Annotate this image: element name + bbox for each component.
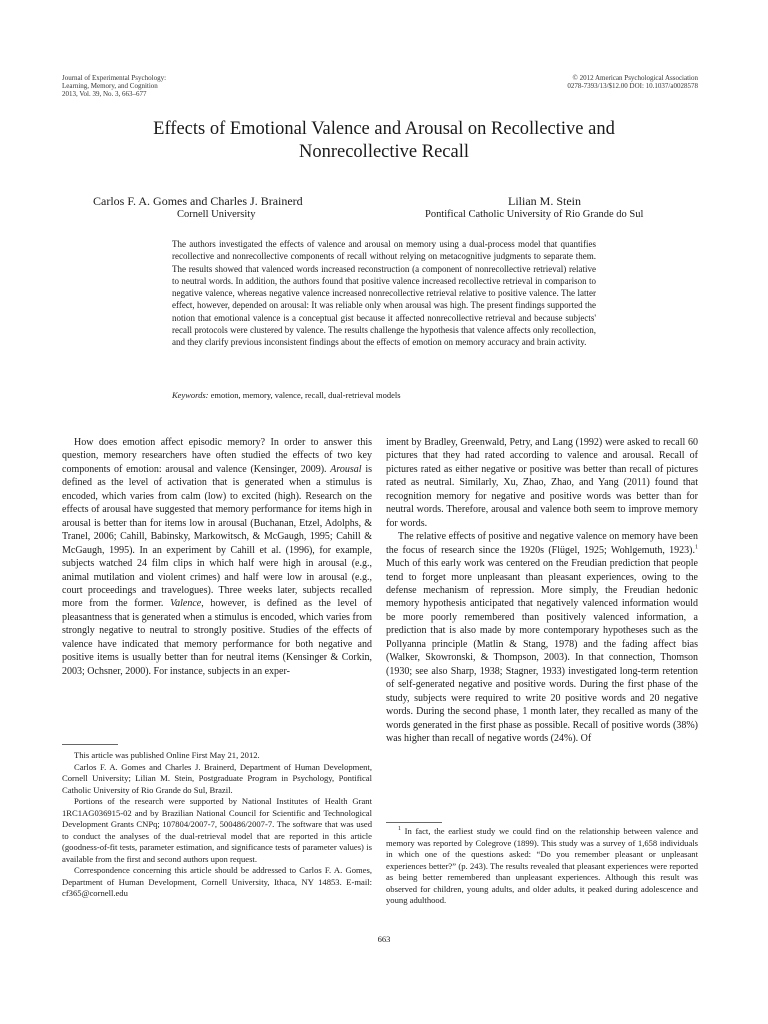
- footnote-marker[interactable]: 1: [695, 544, 698, 551]
- keywords: [172, 390, 596, 401]
- footnote-paragraph: Correspondence concerning this article should be addressed to Carlos F. A. Gomes, Department of Human Development, Cornell University, Ithaca, NY 14853. E-mail: cf365@cornell.edu: [62, 865, 372, 898]
- footnote-1: [386, 826, 698, 907]
- copyright-info: [378, 74, 698, 90]
- author-affiliation: Cornell University: [177, 209, 256, 220]
- footnote-paragraph: This article was published Online First May 21, 2012.: [74, 750, 260, 760]
- journal-line: Journal of Experimental Psychology:: [62, 74, 167, 82]
- body-text: , however, is defined as the level of pleasantness that is generated when a stimulus is encoded, which varies from strongly negative to neutral to strongly positive. Studies of the effects of valence have indicated that memory performance for both negative and positive items is usually better than for neutral items (Kensinger & Corkin, 2003; Ochsner, 2000). For instance, subjects in an exper-: [62, 598, 372, 677]
- title-line: Nonrecollective Recall: [298, 142, 469, 162]
- title-line: Effects of Emotional Valence and Arousal on Recollective and: [153, 119, 615, 139]
- author-note: [62, 750, 372, 900]
- footnote-marker: 1: [398, 826, 401, 833]
- term-valence: Valence: [170, 598, 202, 610]
- footnote-divider: [386, 822, 442, 823]
- body-text: Much of this early work was centered on the Freudian prediction that people tend to forget more unpleasant than pleasant experiences, owing to the defense mechanism of repression. More simply, the Freudian hedonic memory hypothesis anticipated that negatively valenced information would be more poorly remembered than positively valenced information, a prediction that is also made by more contemporary hypotheses such as the Pollyanna principle (Matlin & Stang, 1978) and the fading affect bias (Walker, Skowronski, & Thompson, 2003). In that connection, Thomson (1930; see also Sharp, 1938; Stagner, 1933) investigated long-term retention of self-generated negative and positive words. During the first phase of the study, subjects were required to write 20 positive words and 20 negative words. During the second phase, 1 month later, they recalled as many of the words generated in the first phase as possible. Recall of positive words (38%) was higher than recall of negative words (24%). Of: [386, 558, 698, 744]
- journal-line: Learning, Memory, and Cognition: [62, 82, 158, 90]
- footnote-text: In fact, the earliest study we could find on the relationship between valence and memory was reported by Colegrove (1899). This study was a survey of 1,658 individuals in which one of the questions asked: “Do you remember pleasant or unpleasant experiences better?” (p. 243). The results revealed that pleasant experiences were reported as being better remembered than unpleasant experiences. Although this result was observed for children, young adults, and older adults, it peaked during adolescence and young adulthood.: [386, 826, 698, 905]
- doi-line: 0278-7393/13/$12.00 DOI: 10.1037/a0028578: [567, 82, 698, 90]
- article-title: [60, 118, 708, 164]
- copyright-line: © 2012 American Psychological Association: [572, 74, 698, 82]
- author-name: Lilian M. Stein: [508, 194, 581, 208]
- body-text: The relative effects of positive and negative valence on memory have been the focus of research since the 1920s (Flügel, 1925; Wohlgemuth, 1923).: [386, 531, 698, 556]
- abstract-text: The authors investigated the effects of valence and arousal on memory using a dual-process model that quantifies recollective and nonrecollective components of recall without relying on metacognitive judgments to separate them. The results showed that valenced words increased reconstruction (a component of nonrecollective retrieval) relative to neutral words. In addition, the authors found that positive valence increased recollective retrieval in comparison to negative valence, whereas negative valence increased nonrecollective retrieval relative to positive valence. The latter effect, however, depended on arousal: It was reliable only when arousal was high. The present findings supported the notion that emotional valence is a conceptual gist because it affected nonrecollective retrieval and because subjects' recall protocols were clustered by valence. The results challenge the hypothesis that valence affects only recollection, and they clarify previous inconsistent findings about the effects of emotion on memory accuracy and brain activity.: [172, 239, 596, 348]
- body-text: How does emotion affect episodic memory? In order to answer this question, memory researchers have often studied the effects of two key components of emotion: arousal and valence (Kensinger, 2009).: [62, 437, 372, 475]
- body-paragraph: [386, 530, 698, 745]
- journal-info: [62, 74, 312, 98]
- abstract: [172, 238, 596, 349]
- body-paragraph: [62, 436, 372, 678]
- body-text: is defined as the level of activation that is generated when a stimulus is encoded, which varies from calm (low) to excited (high). Research on the effects of arousal have suggested that memory performance for items high in arousal is better than for items low in arousal (Buchanan, Etzel, Adolphs, & Tranel, 2006; Cahill, Babinsky, Markowitsch, & McGaugh, 1995; Cahill & McGaugh, 1995). In an experiment by Cahill et al. (1996), for example, subjects watched 24 film clips in which half were high in arousal (e.g., animal mutilation and violent crimes) and half were low in arousal (e.g., court proceedings and travelogues). Three weeks later, subjects recalled more from the former.: [62, 463, 372, 610]
- footnote-paragraph: [386, 826, 698, 907]
- footnote-paragraph: Carlos F. A. Gomes and Charles J. Brainerd, Department of Human Development, Cornell University; Lilian M. Stein, Postgraduate Program in Psychology, Pontifical Catholic University of Rio Grande do Sul, Brazil.: [62, 761, 372, 795]
- footnote-divider: [62, 744, 118, 745]
- author-names: Carlos F. A. Gomes and Charles J. Brainerd: [93, 194, 303, 208]
- body-paragraph: iment by Bradley, Greenwald, Petry, and Lang (1992) were asked to recall 60 pictures that they had rated according to valence and arousal. Recall of pictures rated as either negative or positive was better than recall of pictures rated as neutral. Similarly, Xu, Zhao, Zhao, and Yang (2011) found that recognition memory for negative and positive words was better than for neutral words. Therefore, arousal and valence both seem to improve memory for words.: [386, 437, 698, 529]
- authors-left: [93, 194, 373, 222]
- term-arousal: Arousal: [330, 463, 362, 475]
- page-number: 663: [377, 934, 391, 944]
- author-affiliation: Pontifical Catholic University of Rio Grande do Sul: [425, 209, 644, 220]
- authors-right: [420, 194, 720, 222]
- body-column-right: [386, 436, 698, 745]
- keywords-label: Keywords:: [172, 390, 209, 400]
- journal-line: 2013, Vol. 39, No. 3, 663–677: [62, 90, 147, 98]
- keywords-text: emotion, memory, valence, recall, dual-retrieval models: [210, 390, 401, 400]
- body-column-left: [62, 436, 372, 678]
- footnote-paragraph: Portions of the research were supported by National Institutes of Health Grant 1RC1AG036915-02 and by Brazilian National Council for Scientific and Technological Development Grants CNPq; 107804/2007-7, 500486/2007-7. The software that was used to conduct the analyses of the dual-retrieval model that are reported in this article (goodness-of-fit tests, parameter estimation, and significance tests of parameter values) is available from the first and second authors upon request.: [62, 796, 372, 864]
